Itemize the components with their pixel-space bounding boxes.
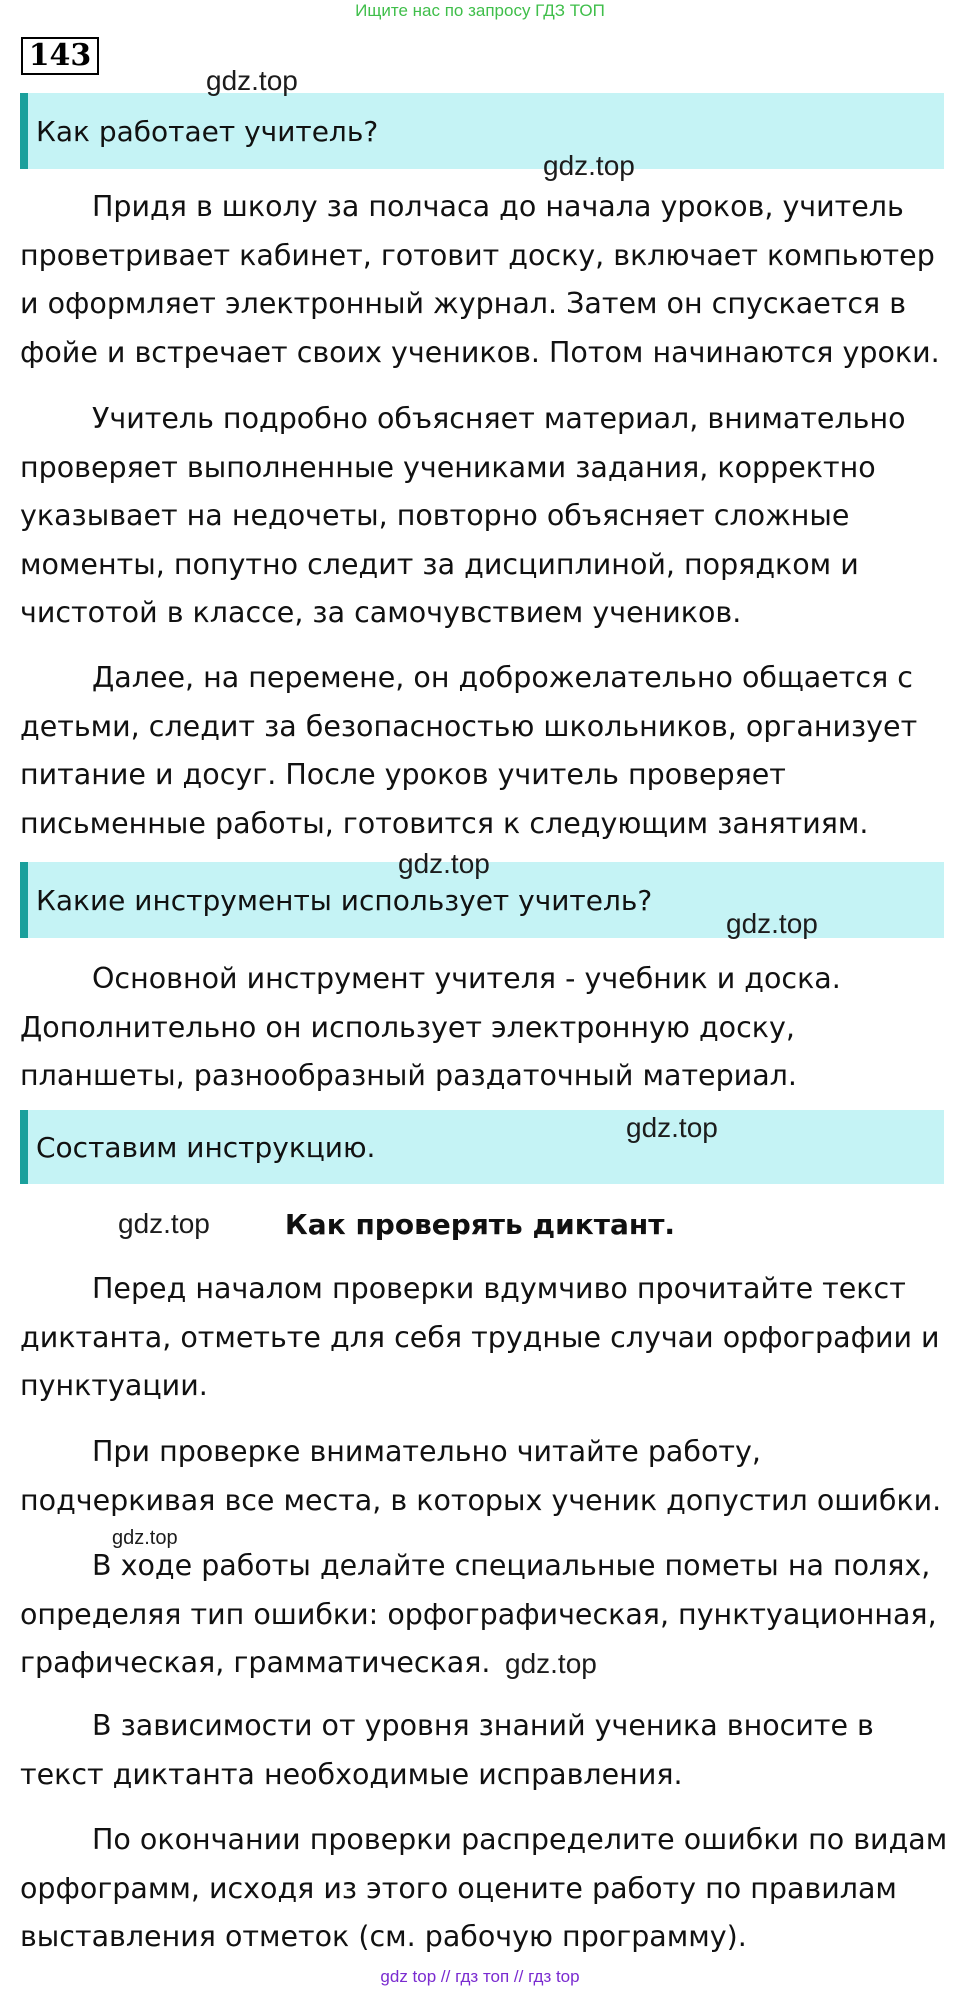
- paragraph-9: По окончании проверки распределите ошибки по видам орфограмм, исходя из этого оцените работу по правилам выставления отметок (см. рабочую программу).: [20, 1823, 948, 1953]
- paragraph-8: В зависимости от уровня знаний ученика вносите в текст диктанта необходимые исправления.: [20, 1709, 874, 1791]
- watermark: gdz.top: [398, 848, 490, 879]
- question-text-2: Какие инструменты использует учитель?: [36, 883, 653, 917]
- question-text-3: Составим инструкцию.: [36, 1130, 376, 1164]
- watermark: gdz.top: [206, 65, 298, 96]
- footer-links[interactable]: gdz top // гдз топ // гдз top: [380, 1967, 580, 1986]
- instruction-heading: Как проверять диктант.: [284, 1208, 676, 1241]
- paragraph-4: Основной инструмент учителя - учебник и доска. Дополнительно он использует электронную доску, планшеты, разнообразный раздаточный материал.: [20, 962, 841, 1092]
- paragraph-7: В ходе работы делайте специальные пометы на полях, определяя тип ошибки: орфографическая, пунктуационная, графическая, грамматическая.: [20, 1549, 937, 1679]
- top-banner[interactable]: Ищите нас по запросу ГДЗ ТОП: [355, 1, 605, 20]
- paragraph-3: Далее, на перемене, он доброжелательно общается с детьми, следит за безопасностью школьников, организует питание и досуг. После уроков учитель проверяет письменные работы, готовится к следующим занятиям.: [20, 661, 918, 840]
- question-text-1: Как работает учитель?: [36, 114, 379, 148]
- watermark: gdz.top: [118, 1208, 210, 1239]
- watermark: gdz.top: [626, 1112, 718, 1143]
- watermark: gdz.top: [112, 1527, 178, 1549]
- question-bar-1: [20, 93, 944, 169]
- paragraph-6: При проверке внимательно читайте работу, подчеркивая все места, в которых ученик допустил ошибки.: [20, 1435, 942, 1517]
- question-bar-3: [20, 1110, 944, 1184]
- paragraph-5: Перед началом проверки вдумчиво прочитайте текст диктанта, отметьте для себя трудные случаи орфографии и пунктуации.: [20, 1272, 940, 1402]
- paragraph-1: Придя в школу за полчаса до начала уроков, учитель проветривает кабинет, готовит доску, включает компьютер и оформляет электронный журнал. Затем он спускается в фойе и встречает своих учеников. Потом начинаются уроки.: [20, 190, 940, 369]
- watermark: gdz.top: [726, 908, 818, 939]
- watermark: gdz.top: [543, 150, 635, 181]
- task-number: 143: [21, 37, 99, 75]
- paragraph-2: Учитель подробно объясняет материал, внимательно проверяет выполненные учениками задания, корректно указывает на недочеты, повторно объясняет сложные моменты, попутно следит за дисциплиной, порядком и чистотой в классе, за самочувствием учеников.: [20, 402, 906, 629]
- watermark: gdz.top: [505, 1648, 597, 1679]
